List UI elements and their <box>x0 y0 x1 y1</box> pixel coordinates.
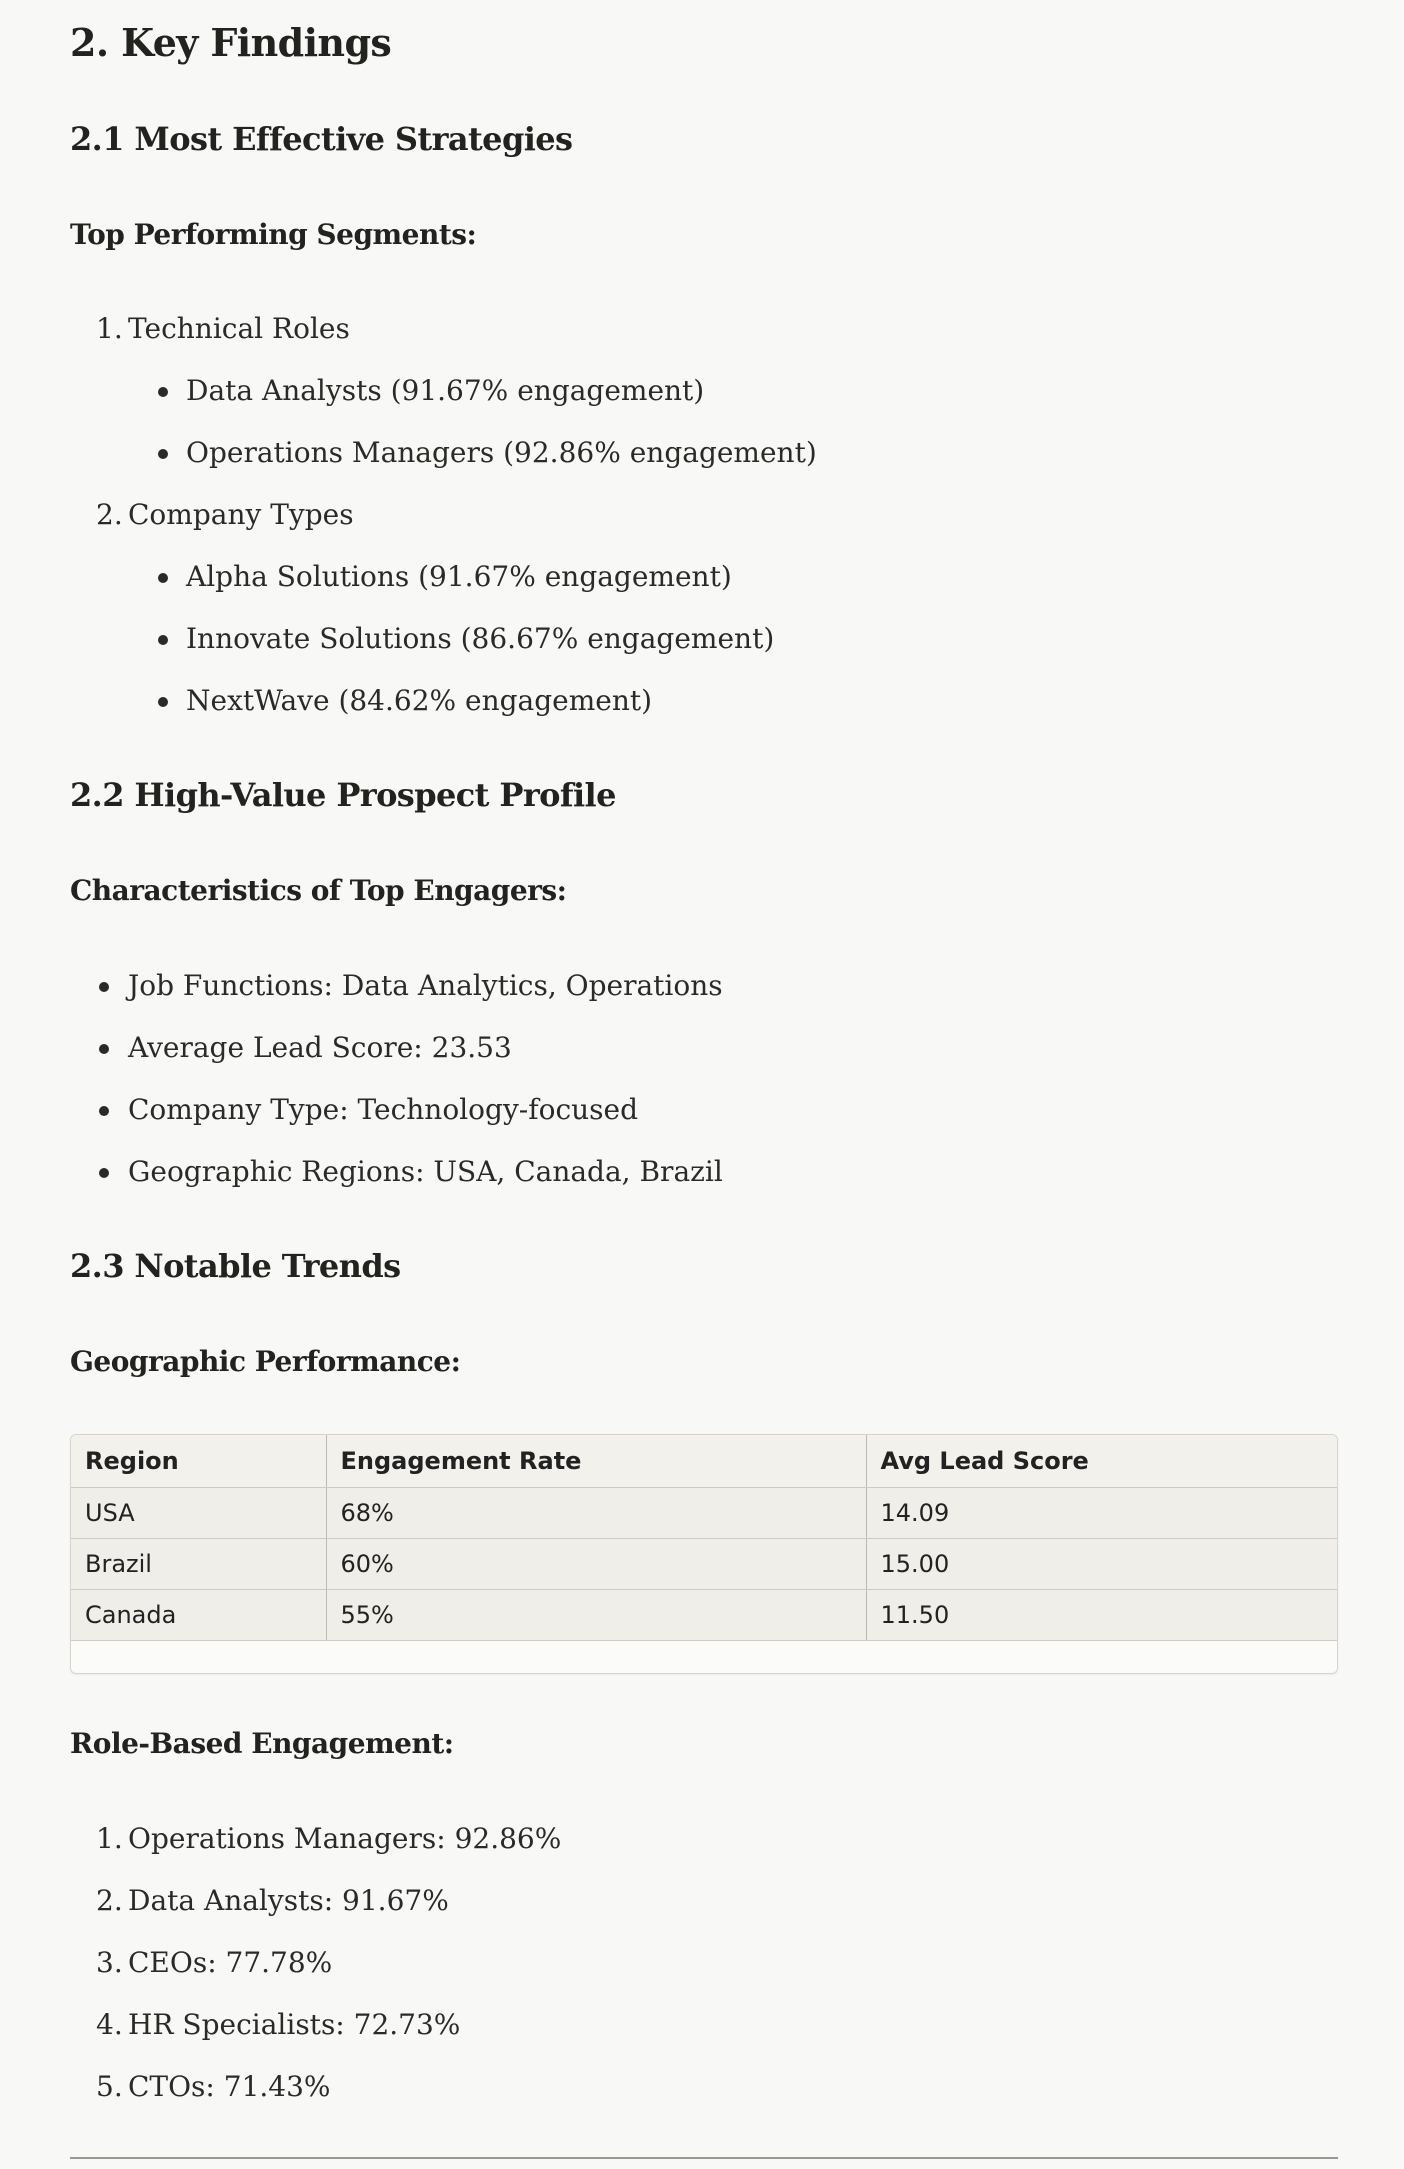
list-item-sublist <box>70 374 1338 501</box>
list-item-text: Average Lead Score: 23.53 <box>128 1031 512 1064</box>
list-item <box>70 560 1338 625</box>
column-header-avg-lead-score: Avg Lead Score <box>866 1435 1337 1487</box>
table-row <box>71 1487 1337 1538</box>
table-header-row <box>71 1435 1337 1487</box>
subheading-characteristics-top-engagers: Characteristics of Top Engagers: <box>70 874 567 907</box>
list-item-text: Geographic Regions: USA, Canada, Brazil <box>128 1155 723 1188</box>
table-cell: 14.09 <box>866 1487 1337 1538</box>
list-item <box>70 1822 1338 1887</box>
bullet-icon <box>158 573 168 583</box>
subheading-geographic-performance: Geographic Performance: <box>70 1345 461 1378</box>
table-cell: 15.00 <box>866 1538 1337 1589</box>
bullet-icon <box>99 982 109 992</box>
geographic-performance-table <box>70 1434 1338 1674</box>
table-row <box>71 1538 1337 1589</box>
list-item-sublist <box>70 560 1338 749</box>
technical-roles-sublist <box>70 374 1338 501</box>
list-number: 5. <box>96 2070 123 2103</box>
list-number: 2. <box>96 498 123 531</box>
characteristics-list <box>70 969 1338 1220</box>
list-item-text: Innovate Solutions (86.67% engagement) <box>186 622 775 655</box>
list-item <box>70 2008 1338 2073</box>
list-number: 3. <box>96 1946 123 1979</box>
list-item <box>70 436 1338 501</box>
table-cell: 68% <box>326 1487 866 1538</box>
horizontal-divider <box>70 2157 1338 2159</box>
list-item <box>70 684 1338 749</box>
table-cell: Canada <box>71 1589 326 1640</box>
list-item-text: Alpha Solutions (91.67% engagement) <box>186 560 732 593</box>
bullet-icon <box>158 635 168 645</box>
table-cell: 60% <box>326 1538 866 1589</box>
list-item-text: Data Analysts: 91.67% <box>128 1884 449 1917</box>
bullet-icon <box>99 1106 109 1116</box>
list-item <box>70 1031 1338 1096</box>
company-types-sublist <box>70 560 1338 749</box>
top-segments-list <box>70 312 1338 749</box>
list-number: 4. <box>96 2008 123 2041</box>
table-cell: 55% <box>326 1589 866 1640</box>
list-item <box>70 1093 1338 1158</box>
bullet-icon <box>158 387 168 397</box>
list-item-text: Operations Managers: 92.86% <box>128 1822 562 1855</box>
list-number: 2. <box>96 1884 123 1917</box>
list-item-text: HR Specialists: 72.73% <box>128 2008 461 2041</box>
subheading-role-based-engagement: Role-Based Engagement: <box>70 1727 454 1760</box>
list-item <box>70 1155 1338 1220</box>
list-item <box>70 312 1338 377</box>
column-header-engagement-rate: Engagement Rate <box>326 1435 866 1487</box>
bullet-icon <box>99 1168 109 1178</box>
table-row <box>71 1589 1337 1640</box>
section-heading-most-effective-strategies: 2.1 Most Effective Strategies <box>70 120 573 158</box>
table-cell: Brazil <box>71 1538 326 1589</box>
list-item-text: Operations Managers (92.86% engagement) <box>186 436 817 469</box>
bullet-icon <box>158 449 168 459</box>
list-item-text: Job Functions: Data Analytics, Operations <box>128 969 723 1002</box>
list-item <box>70 2070 1338 2135</box>
column-header-region: Region <box>71 1435 326 1487</box>
list-item-text: CTOs: 71.43% <box>128 2070 331 2103</box>
list-item <box>70 1884 1338 1949</box>
section-heading-high-value-prospect-profile: 2.2 High-Value Prospect Profile <box>70 776 616 814</box>
list-item-text: Data Analysts (91.67% engagement) <box>186 374 705 407</box>
list-item <box>70 498 1338 563</box>
list-item <box>70 622 1338 687</box>
list-number: 1. <box>96 312 123 345</box>
list-item-text: Technical Roles <box>128 312 350 345</box>
list-item-text: CEOs: 77.78% <box>128 1946 333 1979</box>
list-item <box>70 969 1338 1034</box>
list-item-text: Company Types <box>128 498 354 531</box>
page-title: 2. Key Findings <box>70 20 392 65</box>
list-item-text: Company Type: Technology-focused <box>128 1093 639 1126</box>
data-table <box>71 1435 1337 1641</box>
list-item-text: NextWave (84.62% engagement) <box>186 684 653 717</box>
section-heading-notable-trends: 2.3 Notable Trends <box>70 1247 401 1285</box>
list-number: 1. <box>96 1822 123 1855</box>
table-cell: 11.50 <box>866 1589 1337 1640</box>
list-item <box>70 374 1338 439</box>
bullet-icon <box>158 697 168 707</box>
bullet-icon <box>99 1044 109 1054</box>
role-engagement-list <box>70 1822 1338 2135</box>
table-cell: USA <box>71 1487 326 1538</box>
subheading-top-performing-segments: Top Performing Segments: <box>70 218 477 251</box>
list-item <box>70 1946 1338 2011</box>
